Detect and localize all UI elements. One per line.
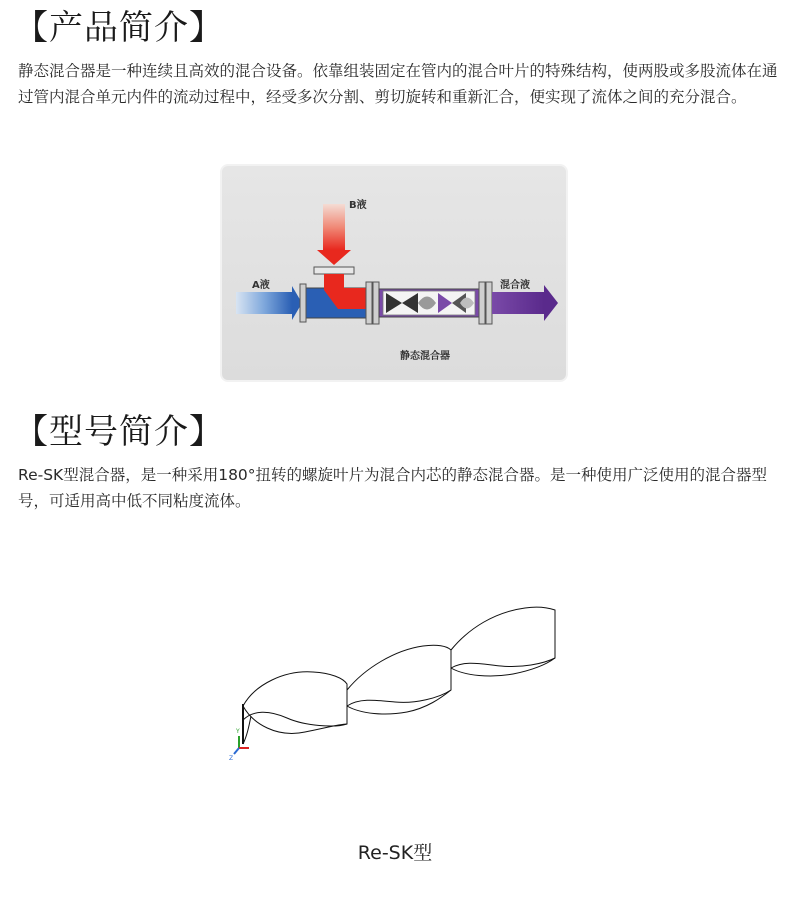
flange-left [366, 282, 372, 324]
helical-blades [243, 607, 555, 733]
mixed-liquid-stream [492, 292, 544, 314]
axis-z-label: Z [229, 755, 234, 762]
blade-start-edge [242, 704, 244, 744]
product-intro-text: 静态混合器是一种连续且高效的混合设备。依靠组装固定在管内的混合叶片的特殊结构，使两股或多股流体在通过管内混合单元内件的流动过程中，经受多次分割、剪切旋转和重新汇合，便实现了流体之间的充分混合。 [18, 62, 778, 106]
model-intro-text: Re-SK型混合器，是一种采用180°扭转的螺旋叶片为混合内芯的静态混合器。是一种使用广泛使用的混合器型号，可适用高中低不同粘度流体。 [18, 466, 768, 510]
product-intro-heading: 【产品简介】 [14, 8, 224, 48]
t-pipe-top-flange [314, 267, 354, 274]
model-intro-heading: 【型号简介】 [14, 412, 224, 452]
static-mixer-diagram [220, 164, 568, 382]
flange-left-2 [373, 282, 379, 324]
label-static-mixer: 静态混合器 [400, 351, 450, 362]
axis-y-label: Y [236, 728, 240, 735]
flange-right [479, 282, 485, 324]
b-liquid-stream [323, 204, 345, 250]
a-liquid-stream [236, 292, 292, 314]
diagram-background [221, 165, 567, 381]
label-b-liquid: B液 [349, 200, 367, 211]
flange-right-2 [486, 282, 492, 324]
drawing-caption: Re-SK型 [357, 842, 433, 864]
label-a-liquid: A液 [252, 280, 270, 291]
t-pipe-left-flange [300, 284, 306, 322]
axis-indicator-icon [229, 728, 249, 762]
helical-blade-drawing [225, 598, 565, 768]
label-mixed-liquid: 混合液 [500, 280, 530, 291]
